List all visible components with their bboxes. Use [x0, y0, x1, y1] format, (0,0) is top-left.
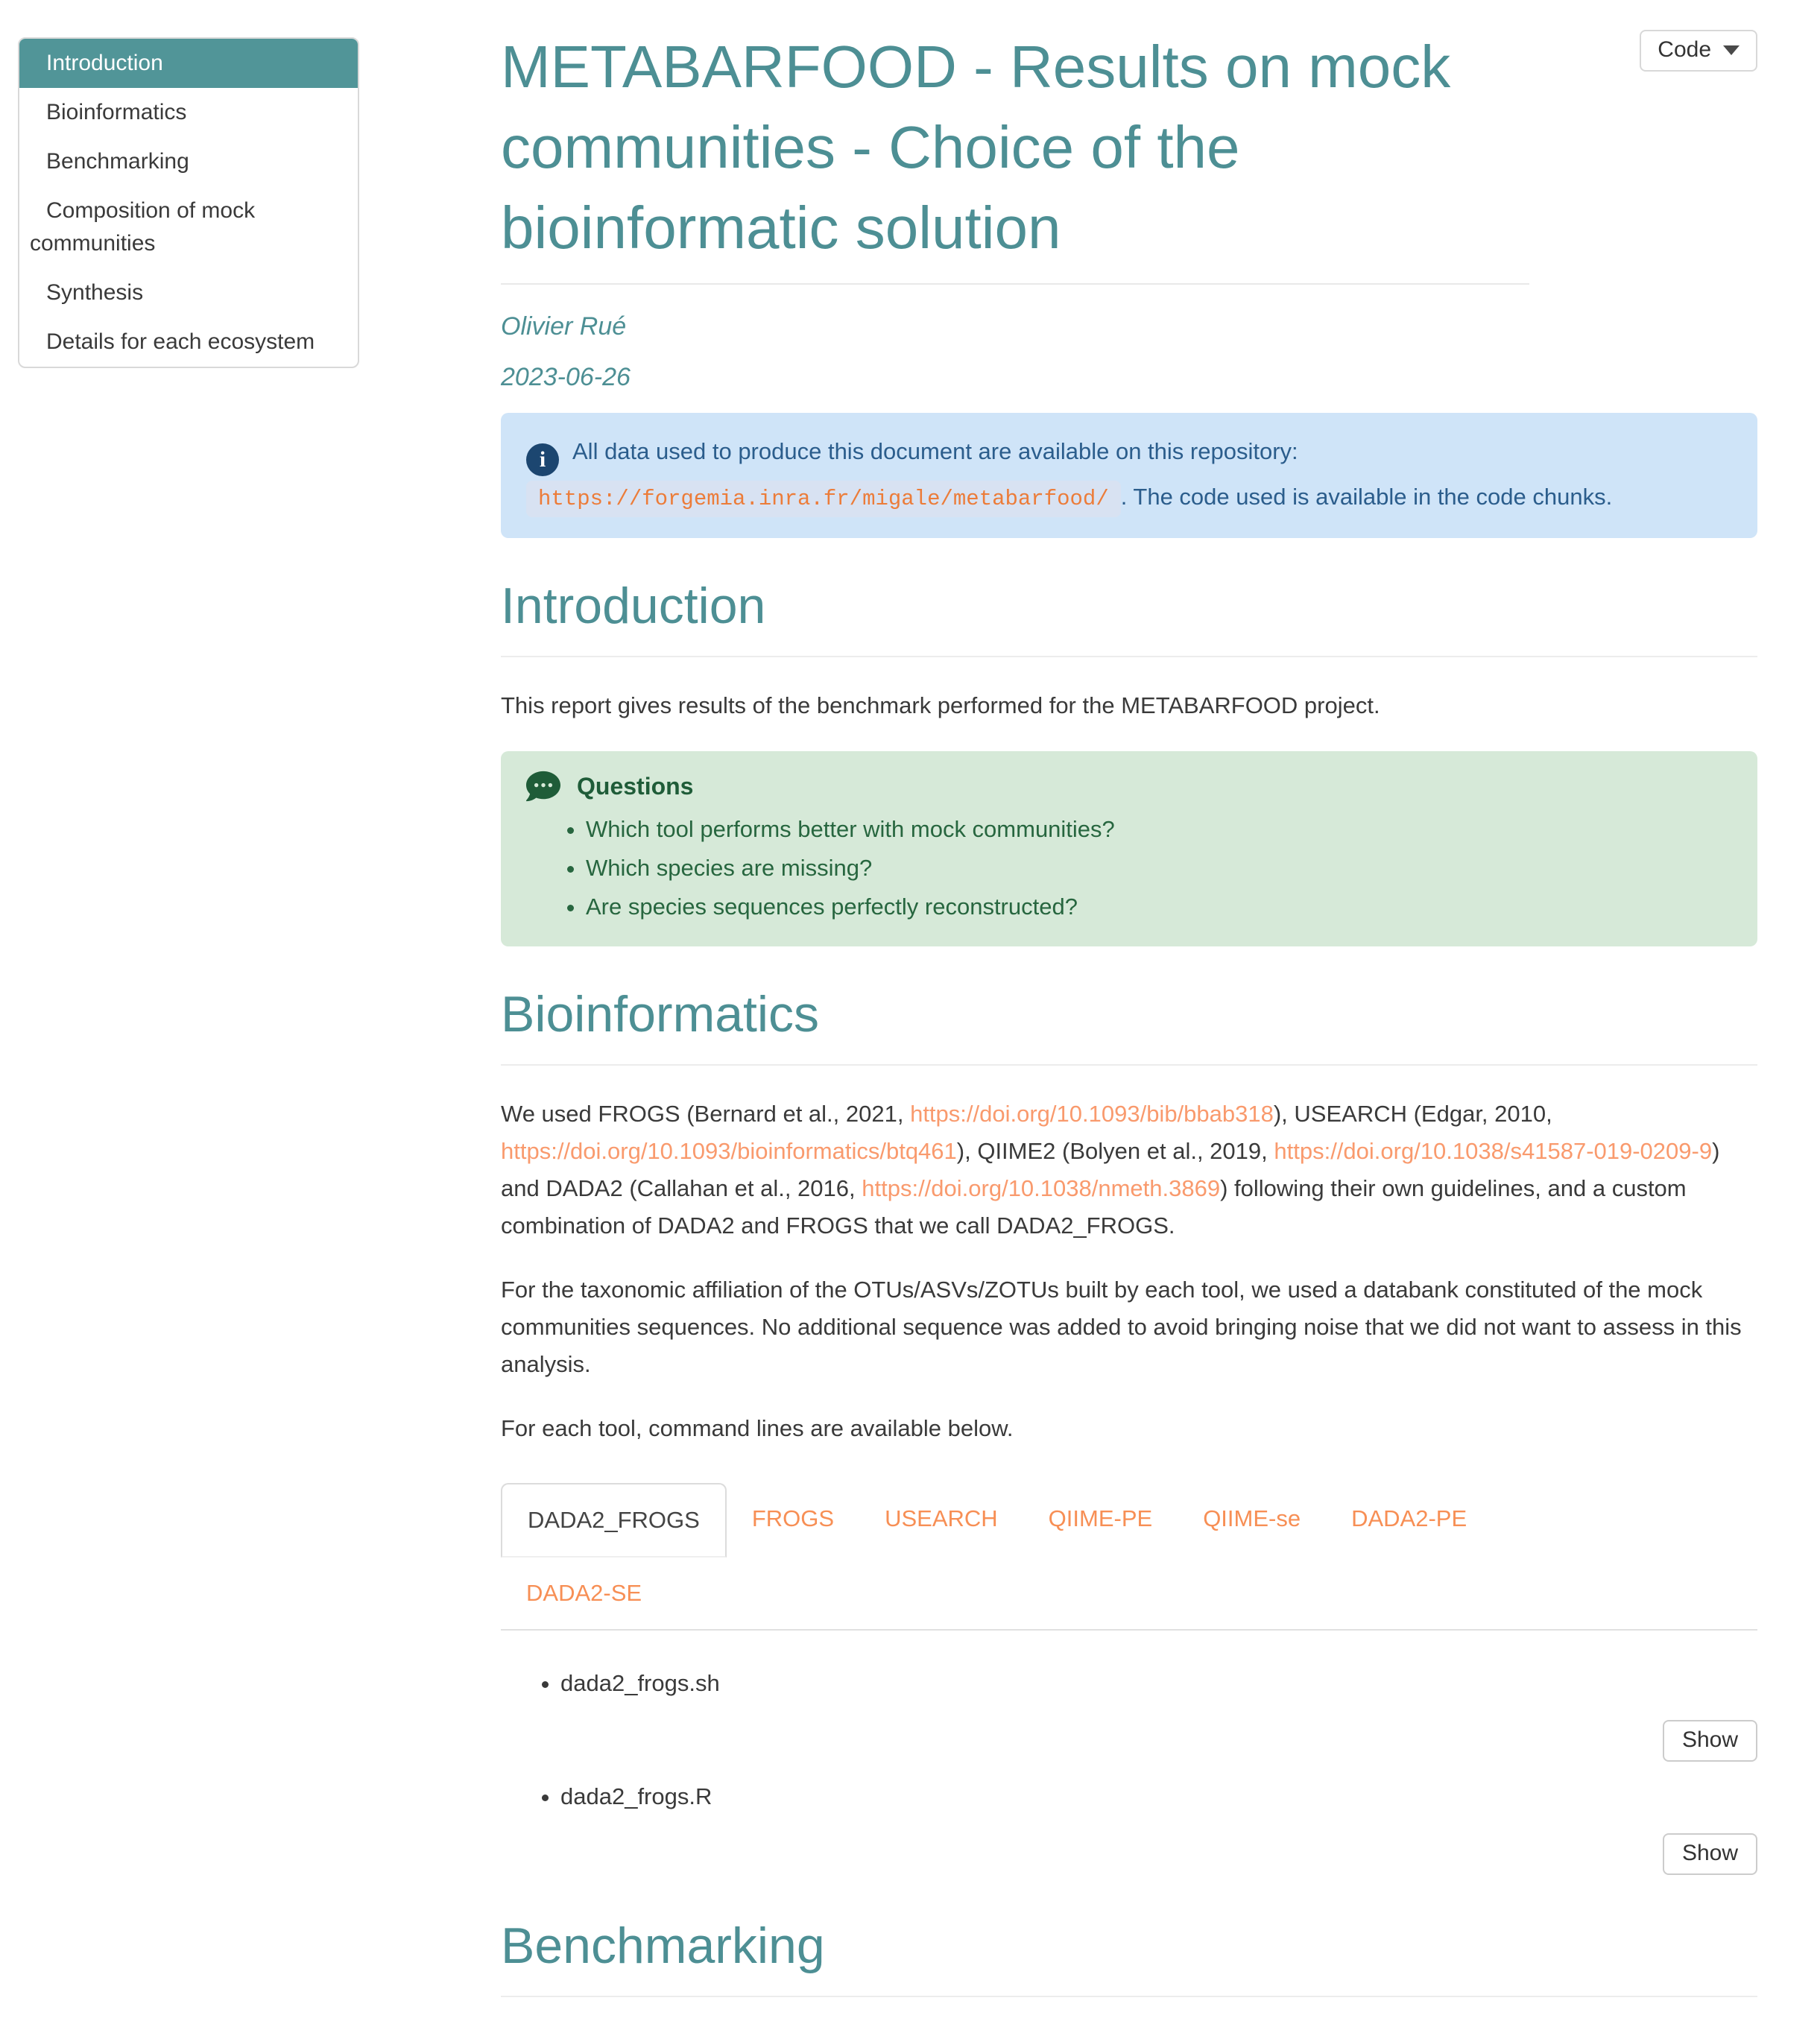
introduction-paragraph: This report gives results of the benchmark performed for the METABARFOOD project.: [501, 692, 1380, 718]
toc-item-details-for-each-ecosystem[interactable]: Details for each ecosystem: [46, 329, 315, 354]
doi-link[interactable]: https://doi.org/10.1038/nmeth.3869: [862, 1175, 1221, 1201]
code-dropdown-label: Code: [1658, 37, 1711, 62]
file-list: [501, 1778, 1757, 1815]
question-item: • Which species are missing?: [586, 851, 1732, 885]
toc-item-synthesis[interactable]: Synthesis: [46, 280, 144, 305]
page-title: METABARFOOD - Results on mock communities - Choice of the bioinformatic solution: [501, 27, 1529, 285]
tab-dada2-se[interactable]: DADA2-SE: [526, 1580, 642, 1606]
question-item: • Which tool performs better with mock communities?: [586, 812, 1732, 847]
toc-item-bioinformatics[interactable]: Bioinformatics: [46, 100, 187, 124]
questions-header: [526, 769, 1732, 803]
questions-alert: [501, 751, 1757, 946]
author: Olivier Rué: [501, 312, 627, 341]
tab-dada2-frogs[interactable]: DADA2_FROGS: [501, 1483, 727, 1558]
chevron-down-icon: [1723, 45, 1740, 55]
toc: [18, 37, 359, 368]
doi-link[interactable]: https://doi.org/10.1093/bioinformatics/btq461: [501, 1138, 957, 1164]
text-segment: ), USEARCH (Edgar, 2010,: [1273, 1101, 1552, 1127]
tab-dada2-pe[interactable]: DADA2-PE: [1351, 1505, 1467, 1531]
toc-item-composition-of-mock-communities[interactable]: Composition of mock communities: [30, 198, 256, 256]
question-item: • Are species sequences perfectly reconstructed?: [586, 890, 1732, 924]
toc-item-benchmarking[interactable]: Benchmarking: [46, 149, 189, 174]
tab-qiime-se[interactable]: QIIME-se: [1203, 1505, 1301, 1531]
file-name: • dada2_frogs.R: [560, 1778, 1757, 1815]
info-circle-icon: i: [526, 443, 559, 476]
tab-qiime-pe[interactable]: QIIME-PE: [1048, 1505, 1153, 1531]
tab-row: [501, 1483, 1757, 1558]
show-button[interactable]: Show: [1663, 1833, 1757, 1875]
code-dropdown-button[interactable]: [1640, 30, 1757, 72]
show-row: [501, 1833, 1757, 1875]
repo-url-link[interactable]: https://forgemia.inra.fr/migale/metabarfood/: [526, 481, 1121, 517]
file-name: • dada2_frogs.sh: [560, 1665, 1757, 1702]
info-text-before: All data used to produce this document are available on this repository:: [572, 438, 1298, 464]
questions-title: Questions: [577, 773, 694, 800]
show-button[interactable]: Show: [1663, 1720, 1757, 1762]
text-segment: We used FROGS (Bernard et al., 2021,: [501, 1101, 911, 1127]
main-content: [501, 0, 1757, 2027]
info-alert: [501, 413, 1757, 538]
heading-benchmarking: Benchmarking: [501, 1918, 1757, 1997]
date: 2023-06-26: [501, 363, 631, 391]
bioinformatics-paragraph-2: For the taxonomic affiliation of the OTUs/ASVs/ZOTUs built by each tool, we used a databank constituted of the mock communities sequences. No additional sequence was added to avoid bringing noise that we did not want to assess in this analysis.: [501, 1277, 1742, 1377]
tab-frogs[interactable]: FROGS: [751, 1505, 835, 1531]
bioinformatics-paragraph-1: [501, 1095, 1757, 1245]
comment-icon: [526, 769, 560, 803]
show-row: [501, 1720, 1757, 1762]
bioinformatics-paragraph-3: For each tool, command lines are available below.: [501, 1415, 1014, 1441]
toc-item-introduction[interactable]: Introduction: [19, 39, 358, 88]
tab-row: [501, 1558, 1757, 1629]
questions-list: [526, 812, 1732, 924]
text-segment: ) and DADA2 (Callahan et al., 2016,: [501, 1138, 1720, 1201]
text-segment: ) following their own guidelines, and a custom combination of DADA2 and FROGS that we call DADA2_FROGS.: [501, 1175, 1687, 1239]
tab-usearch[interactable]: USEARCH: [885, 1505, 998, 1531]
doi-link[interactable]: https://doi.org/10.1093/bib/bbab318: [910, 1101, 1274, 1127]
info-text-after: . The code used is available in the code chunks.: [1120, 484, 1613, 510]
doi-link[interactable]: https://doi.org/10.1038/s41587-019-0209-9: [1274, 1138, 1713, 1164]
tab-content: [501, 1665, 1757, 1875]
heading-introduction: Introduction: [501, 578, 1757, 657]
file-list: [501, 1665, 1757, 1702]
text-segment: ), QIIME2 (Bolyen et al., 2019,: [956, 1138, 1274, 1164]
heading-bioinformatics: Bioinformatics: [501, 987, 1757, 1066]
tabs-nav: [501, 1483, 1757, 1631]
